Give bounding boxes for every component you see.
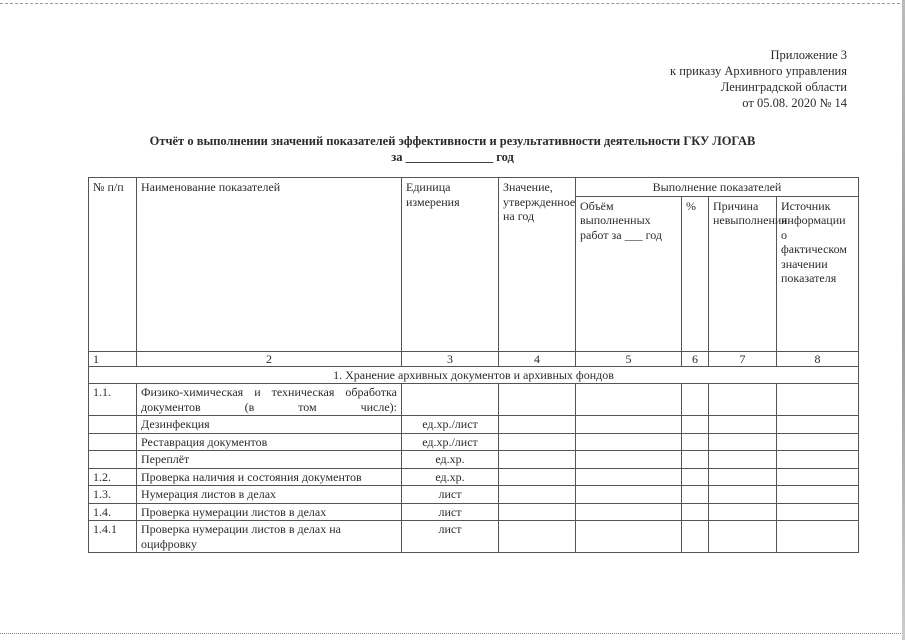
appendix-line-2: к приказу Архивного управления bbox=[670, 64, 847, 78]
row-num: 1.1. bbox=[89, 384, 137, 416]
table-row bbox=[89, 503, 859, 521]
table-row bbox=[89, 486, 859, 504]
header-row-1 bbox=[89, 178, 859, 197]
scan-artifact-bottom bbox=[0, 633, 905, 634]
table-row bbox=[89, 521, 859, 553]
appendix-line-1: Приложение 3 bbox=[770, 48, 847, 62]
section-row bbox=[89, 367, 859, 384]
header-num: № п/п bbox=[89, 178, 137, 352]
header-unit: Единица измерения bbox=[402, 178, 499, 352]
appendix-line-4: от 05.08. 2020 № 14 bbox=[742, 96, 847, 110]
row-name: Проверка нумерации листов в делах на оцифровку bbox=[137, 521, 402, 553]
table-row bbox=[89, 384, 859, 416]
appendix-line-3: Ленинградской области bbox=[720, 80, 847, 94]
header-reason: Причина невыполнения bbox=[709, 196, 777, 352]
header-volume: Объём выполненных работ за ___ год bbox=[576, 196, 682, 352]
indicators-table bbox=[88, 177, 859, 553]
column-number: 5 bbox=[576, 352, 682, 367]
row-num: 1.3. bbox=[89, 486, 137, 504]
report-title-line-2: за ______________ год bbox=[391, 150, 514, 164]
column-numbers-row bbox=[89, 352, 859, 367]
row-num: 1.4.1 bbox=[89, 521, 137, 553]
row-unit: ед.хр./лист bbox=[402, 433, 499, 451]
row-name: Физико-химическая и техническая обработка документов (в том числе): bbox=[137, 384, 402, 416]
row-name: Реставрация документов bbox=[137, 433, 402, 451]
table-row bbox=[89, 416, 859, 434]
table-row bbox=[89, 451, 859, 469]
header-percent: % bbox=[682, 196, 709, 352]
row-unit: ед.хр./лист bbox=[402, 416, 499, 434]
scan-artifact-top bbox=[0, 3, 905, 4]
column-number: 6 bbox=[682, 352, 709, 367]
row-unit: ед.хр. bbox=[402, 451, 499, 469]
header-source: Источник информации о фактическом значении показателя bbox=[777, 196, 859, 352]
table-row bbox=[89, 433, 859, 451]
row-num bbox=[89, 416, 137, 434]
table-row bbox=[89, 468, 859, 486]
header-execution: Выполнение показателей bbox=[576, 178, 859, 197]
row-num: 1.2. bbox=[89, 468, 137, 486]
row-num: 1.4. bbox=[89, 503, 137, 521]
row-unit bbox=[402, 384, 499, 416]
report-title-line-1: Отчёт о выполнении значений показателей эффективности и результативности деятельности ГКУ ЛОГАВ bbox=[149, 134, 756, 148]
column-number: 2 bbox=[137, 352, 402, 367]
row-num bbox=[89, 451, 137, 469]
row-name: Переплёт bbox=[137, 451, 402, 469]
row-unit: лист bbox=[402, 486, 499, 504]
section-title: 1. Хранение архивных документов и архивных фондов bbox=[89, 367, 859, 384]
header-name: Наименование показателей bbox=[137, 178, 402, 352]
header-value: Значение, утвержденное на год bbox=[499, 178, 576, 352]
column-number: 3 bbox=[402, 352, 499, 367]
column-number: 1 bbox=[89, 352, 137, 367]
row-num bbox=[89, 433, 137, 451]
row-name: Нумерация листов в делах bbox=[137, 486, 402, 504]
column-number: 7 bbox=[709, 352, 777, 367]
column-number: 8 bbox=[777, 352, 859, 367]
column-number: 4 bbox=[499, 352, 576, 367]
row-name: Проверка наличия и состояния документов bbox=[137, 468, 402, 486]
row-unit: лист bbox=[402, 521, 499, 553]
row-name: Проверка нумерации листов в делах bbox=[137, 503, 402, 521]
report-title bbox=[0, 133, 905, 165]
row-unit: ед.хр. bbox=[402, 468, 499, 486]
appendix-block bbox=[670, 47, 847, 111]
row-unit: лист bbox=[402, 503, 499, 521]
row-name: Дезинфекция bbox=[137, 416, 402, 434]
